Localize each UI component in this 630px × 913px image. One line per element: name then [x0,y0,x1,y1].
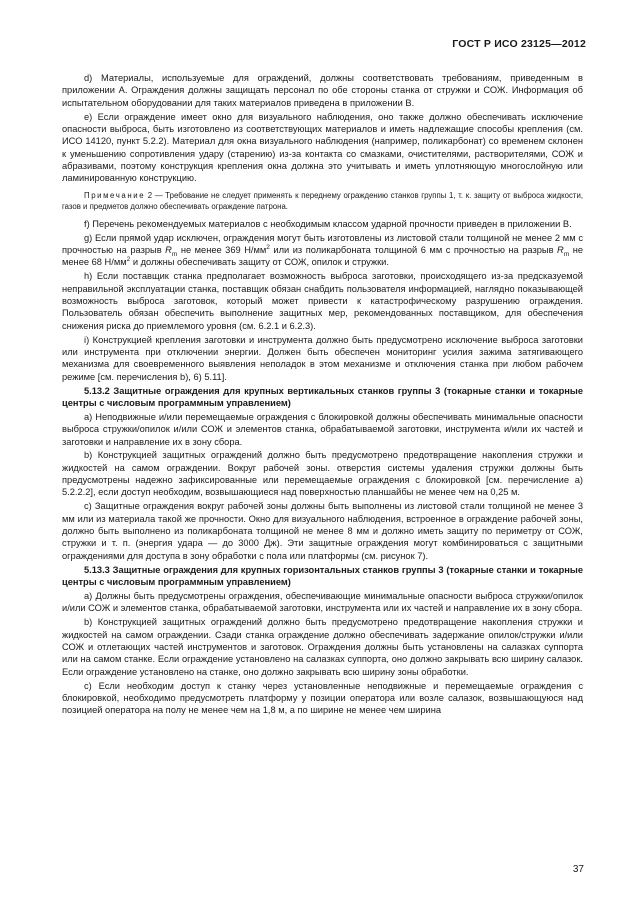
unit-superscript-1: 2 [266,243,270,251]
section-5-13-2-heading: 5.13.2 Защитные ограждения для крупных вертикальных станков группы 3 (токарные станки и токарные центры с числовым программным управлением) [62,385,583,408]
rm-symbol-2: R [557,244,564,255]
note-label: Примечание [84,190,146,200]
rm-subscript-1: m [171,250,178,258]
item-d: d) Материалы, используемые для ограждений, должны соответствовать требованиям, приведенным в приложении А. Ограждения должны защищать персонал по обе стороны станка от стружки и СОЖ. Информация об испытательном оборудовании для таких материалов приведена в приложении В. [62,73,583,108]
item-g-part-1: g) Если прямой удар исключен, ограждения могут быть изготовлены из листовой стали толщиной не менее 2 мм с прочностью на разрыв [62,232,583,255]
unit-superscript-2: 2 [126,256,131,264]
item-g-part-2: не менее 369 Н/мм [177,244,267,255]
item-h: h) Если поставщик станка предполагает возможность выброса заготовки, происходящего из-за предсказуемой неправильной эксплуатации станка, поставщик обязан снабдить пользователя информацией, наглядно показывающей возможность выброса заготовок, который может привести к катастрофическому разрушению ограждения. Пользователь обязан обеспечить выполнение защитных мер, рекомендованных поставщиком, для обеспечения снижения риска до приемлемого уровня (см. 6.2.1 и 6.2.3). [62,271,583,331]
item-g-part-4: не менее 68 Н/мм [62,244,584,268]
item-g-part-3: или из поликарбоната толщиной 6 мм с прочностью на разрыв [269,244,558,255]
note-2 [62,190,583,212]
item-e: e) Если ограждение имеет окно для визуального наблюдения, оно также должно обеспечивать исключение опасности выброса, быть изготовлено из соответствующих материалов и иметь надлежащие способы крепления (см. ИСО 14120, пункт 5.2.2). Материал для окна визуального наблюдения (например, поликарбонат) со временем склонен к уменьшению сопротивления удару (старению) из-за контакта со смазками, очистителями, растворителями, СОЖ и абразивами, поэтому конструкция крепления окна должна это учитывать и иметь уплотняющую многослойную или ламинированную конструкцию. [62,111,583,184]
page-number: 37 [572,864,584,875]
item-i: i) Конструкцией крепления заготовки и инструмента должно быть предусмотрено исключение выброса заготовки или инструмента при отключении энергии. Должен быть обеспечен мониторинг усилия зажима затягивающего механизма для своевременного выявления неполадок в этом механизме и отключения станка при любом рабочем режиме [см. перечисления b), 6) 5.11]. [62,334,583,382]
item-f: f) Перечень рекомендуемых материалов с необходимым классом ударной прочности приведен в приложении В. [84,218,572,229]
item-c-5-13-2: c) Защитные ограждения вокруг рабочей зоны должны быть выполнены из листовой стали толщиной не менее 3 мм или из материала такой же прочности. Окно для визуального наблюдения, встроенное в ограждение рабочей зоны, должно быть выполнено из поликарбоната толщиной не менее 8 мм и должно иметь защиту по периметру от СОЖ, стружки и т. п. (энергия удара — до 3000 Дж). Эти защитные ограждения могут комбинироваться с защитными ограждениями для доступа в зону обработки с пола или платформы (см. рисунок 7). [62,501,583,561]
standard-header: ГОСТ Р ИСО 23125—2012 [452,38,586,50]
document-body [62,72,583,718]
note-text: 2 — Требование не следует применять к переднему ограждению станков группы 1, т. к. защиту от выброса жидкости, газов и предметов должно обеспечивать ограждение патрона. [62,190,583,211]
rm-symbol-1: R [165,244,172,255]
item-b-5-13-2: b) Конструкцией защитных ограждений должно быть предусмотрено предотвращение накопления стружки и жидкостей на самом ограждении. Вокруг рабочей зоны. отверстия системы удаления стружки должны быть предусмотрены надежно зафиксированные или перемещаемые ограждения с блокировкой [см. перечисление a) 5.2.2.2], если доступ необходим, возвышающиеся над поверхностью планшайбы не менее чем на 0,25 м. [62,450,583,498]
item-g-part-5: и должны обеспечивать защиту от СОЖ, опилок и стружки. [130,257,389,268]
item-a-5-13-2: a) Неподвижные и/или перемещаемые ограждения с блокировкой должны обеспечивать минимальные опасности выброса стружки/опилок и/или СОЖ и элементов станка, обрабатываемой заготовки, инструмента и/или их частей и заготовки и направление их в зону сбора. [62,411,583,447]
rm-subscript-2: m [563,250,570,258]
item-c-5-13-3: c) Если необходим доступ к станку через установленные неподвижные и перемещаемые ограждения с блокировкой, необходимо предусмотреть платформу у позиции оператора или возле салазок, возвышающуюся над позицией оператора на полу не менее чем на 1,8 м, а по ширине не менее чем ширина [62,680,583,716]
item-a-5-13-3: a) Должны быть предусмотрены ограждения, обеспечивающие минимальные опасности выброса стружки/опилок и/или СОЖ и элементов станка, обрабатываемой заготовки, инструмента или их частей и направление их в зону сбора. [62,591,583,614]
section-5-13-3-heading: 5.13.3 Защитные ограждения для крупных горизонтальных станков группы 3 (токарные станки и токарные центры с числовым программным управлением) [62,564,583,588]
item-b-5-13-3: b) Конструкцией защитных ограждений должно быть предусмотрено предотвращение накопления стружки и жидкостей на самом ограждении. Сзади станка ограждение должно обеспечивать задержание опилок/стружки и/или СОЖ и отлетающих частей инструментов и заготовок. Ограждения должны быть установлены на салазках суппорта или на самом станке. Если ограждение установлено на салазках суппорта, оно должно закрывать всю ширину салазок. Если ограждение установлено на станке, оно должно закрывать всю ширину зоны обработки. [62,617,583,677]
item-g [62,232,583,269]
